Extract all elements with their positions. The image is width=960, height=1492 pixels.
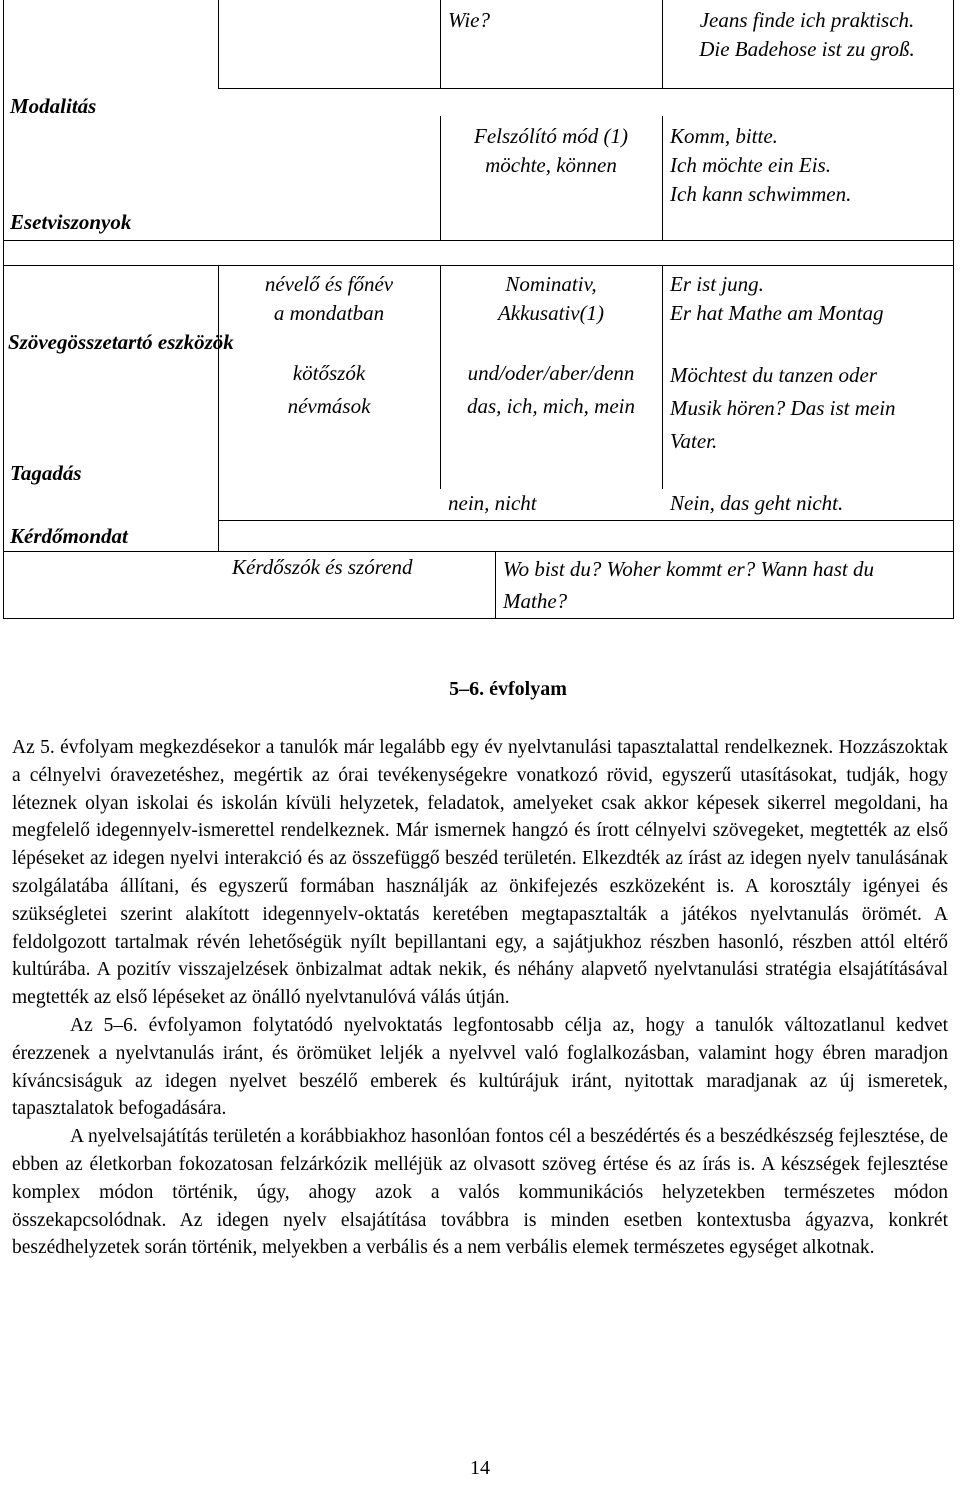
table-cell-kotoszok: kötőszók — [292, 361, 366, 385]
table-cell-cases — [440, 270, 662, 328]
table-cell-conjunctions: und/oder/aber/denn — [467, 361, 635, 385]
table-cell-case-examples — [670, 270, 883, 328]
example-line: Jeans finde ich praktisch. — [699, 8, 915, 32]
table-cell-negation-example: Nein, das geht nicht. — [670, 491, 844, 515]
paragraph: A nyelvelsajátítás területén a korábbiakhoz hasonlóan fontos cél a beszédértés és a beszédkészség fejlesztése, de ebben az életkorban fokozatosan felzárkózik melléjük az olvasott szöveg értése és az írás is. A készségek fejlesztése komplex módon történik, úgy, ahogy azok a valós kommunikációs helyzetekben természetes módon összekapcsolódnak. Az idegen nyelv elsajátítása továbbra is minden esetben kontextusba ágyazva, konkrét beszédhelyzetek során történik, melyekben a verbális és a nem verbális elemek természetes egységet alkotnak. — [12, 1126, 948, 1259]
label-line: névelő és főnév — [264, 272, 394, 296]
paragraph: Az 5–6. évfolyamon folytatódó nyelvoktatás legfontosabb célja az, hogy a tanulók változatlanul kedvet érezzenek a nyelvtanulás iránt, és örömüket leljék a nyelvvel való foglalkozásban, valamint hogy ébren maradjon kíváncsiságuk az idegen nyelvet beszélő emberek és kultúrájuk iránt, nyitottak maradjanak az új ismeretek, tapasztalatok befogadására. — [12, 1014, 948, 1120]
example-line: Musik hören? Das ist mein — [670, 396, 896, 420]
table-divider — [495, 551, 496, 618]
body-text — [12, 734, 948, 1262]
paragraph: Az 5. évfolyam megkezdésekor a tanulók már legalább egy év nyelvtanulási tapasztalattal rendelkeznek. Hozzászoktak a célnyelvi óravezetéshez, megértik az órai tevékenységekre vonatkozó rövid, egyszerű utasításokat, tudják, hogy léteznek olyan iskolai és iskolán kívüli helyzetek, feladatok, amelyeket csak akkor képesek sikerrel megoldani, ha megfelelő idegennyelv-ismerettel rendelkeznek. Már ismernek hangzó és írott célnyelvi szövegeket, megtették az első lépéseket az idegen nyelvi interakció és az összefüggő beszéd területén. Elkezdték az írást az idegen nyelv tanulásának szolgálatába állítani, és egyszerű formában használják az önkifejezés eszközeként is. A korosztály igényei és szükségletei szerint alakított idegennyelv-oktatás keretében megtapasztalták a játékos nyelvtanulás örömét. A feldolgozott tartalmak révén lehetőségük nyílt bepillantani egy, a sajátjukhoz részben hasonló, részben attól eltérő kultúrába. A pozitív visszajelzések önbizalmat adtak nekik, és néhány alapvető nyelvtanulási stratégia elsajátításával megtették az első lépéseket az önálló nyelvtanulóvá válás útján. — [12, 737, 948, 1009]
table-border-right — [953, 0, 954, 618]
table-cell-connector-examples — [670, 359, 896, 458]
table-cell-modal-examples — [670, 122, 851, 209]
example-line: Möchtest du tanzen oder — [670, 363, 878, 387]
table-divider — [3, 265, 954, 266]
example-line: Komm, bitte. — [670, 124, 778, 148]
table-divider — [3, 551, 954, 552]
page-number: 14 — [470, 1457, 490, 1479]
example-line: Er ist jung. — [670, 272, 764, 296]
table-divider — [218, 0, 219, 88]
category-kerdomondat: Kérdőmondat — [10, 524, 128, 548]
table-cell-nevmasok: névmások — [287, 394, 371, 418]
table-cell-question: Wie? — [448, 8, 490, 32]
category-tagadas: Tagadás — [10, 461, 82, 485]
table-divider — [218, 520, 954, 521]
example-line: Die Badehose ist zu groß. — [699, 37, 915, 61]
form-line: Felszólító mód (1) — [474, 124, 628, 148]
table-cell-kerdoszok: Kérdőszók és szórend — [232, 555, 413, 579]
example-line: Mathe? — [503, 589, 568, 613]
category-modalitas: Modalitás — [10, 94, 97, 118]
category-szovegosszetarto: Szövegösszetartó eszközök — [8, 330, 234, 354]
table-divider — [3, 240, 954, 241]
label-line: a mondatban — [273, 301, 385, 325]
table-divider — [218, 88, 954, 89]
table-cell-example — [662, 6, 952, 64]
example-line: Er hat Mathe am Montag — [670, 301, 884, 325]
category-esetviszonyok: Esetviszonyok — [10, 210, 132, 234]
section-heading: 5–6. évfolyam — [449, 678, 567, 700]
form-line: möchte, können — [485, 153, 617, 177]
table-divider — [662, 265, 663, 489]
example-line: Ich kann schwimmen. — [670, 182, 852, 206]
table-cell-negation: nein, nicht — [448, 491, 537, 515]
table-border-left — [3, 0, 4, 618]
table-divider — [440, 0, 441, 88]
table-cell-question-examples — [503, 553, 874, 617]
table-cell-nevelo — [218, 270, 440, 328]
table-border-bottom — [3, 618, 954, 619]
example-line: Wo bist du? Woher kommt er? Wann hast du — [503, 557, 875, 581]
table-cell-pronouns: das, ich, mich, mein — [467, 394, 635, 418]
example-line: Vater. — [670, 429, 718, 453]
form-line: Nominativ, — [505, 272, 597, 296]
table-cell-modal-forms — [440, 122, 662, 180]
table-divider — [662, 116, 663, 240]
form-line: Akkusativ(1) — [497, 301, 605, 325]
example-line: Ich möchte ein Eis. — [670, 153, 831, 177]
